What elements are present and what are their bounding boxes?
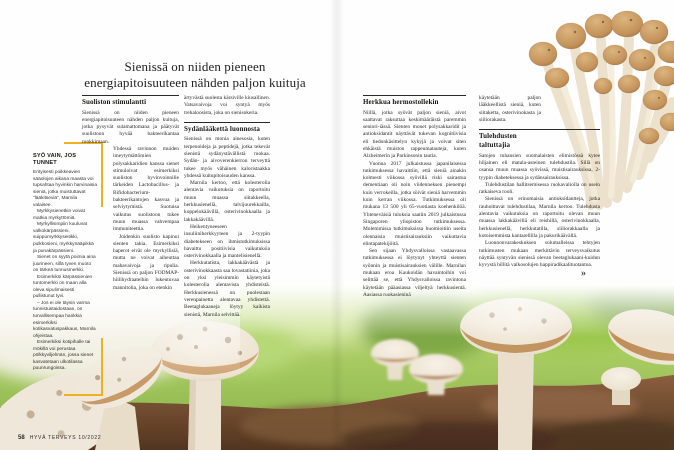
body-paragraph: Sen sijaan Yhdysvalloissa vastaavassa tutkimuksessa ei löytynyt yhteyttä sienten syönnin ja muistisairauksien välille. Marnilan mukaan eroa Kaukoidän havaintoihin voi selittää se, että Yhdysvalloissa ravintona käytetään pääasiassa viljeltyä herkkusientä. Aasiassa ruokasieninä	[363, 248, 466, 298]
section-heading-gut: Suoliston stimulantti	[82, 95, 179, 107]
continuation-arrows-icon: »	[581, 268, 586, 280]
column-nervous-system	[363, 95, 466, 299]
photo-wrap-spacer	[544, 95, 600, 139]
article-title	[58, 59, 332, 92]
body-paragraph: Marnila kertoo, että kolesterolia alentavia vaikutuksia on raportoitu muun muassa siitakkeella, herkkusienellä, talvijuurekkailla, koppelokäävillä, osterivinokkaalla ja lakkakäävillä.	[184, 180, 270, 223]
body-paragraph: Satojen tuhansien suomalaisten elimistössä kytee hiljainen eli matala-asteinen tulehdustila. Sillä on osansa muun muassa syövissä, muistisairauksissa, 2-tyypin diabeteksessa ja sydänsairauksissa.	[479, 152, 600, 181]
sidebar-paragraph: Erityisesti poikkeavien sääolojen aikana maasta voi tupsahtaa hyvinkin harvinaisia sieniä, jotka muistuttavat "lääkitseviä", Marnila valaisee.	[33, 170, 97, 208]
body-paragraph: Heikentyneeseen insuliiniherkkyyteen ja 2-tyypin diabetekseen on ihmistutkimuksissa havaittu positiivisia vaikutuksia osterivinokkaalla ja mantelisienellä.	[184, 223, 270, 260]
sidebar-wrap-spacer	[82, 146, 110, 338]
section-heading-nervous: Herkkua hermostollekin	[363, 95, 466, 107]
column-gut-stimulant	[82, 95, 179, 338]
article-title-line2: energiapitoisuuteen nähden paljon kuituja	[84, 75, 306, 91]
sidebar-paragraph: Myrkkysienetkin voivat matkia myrkyttömiä.	[33, 209, 85, 221]
page-footer	[18, 435, 101, 441]
body-paragraph: Tulehdustilan hallitsemisessa ruokavaliolla on usein ratkaiseva rooli.	[479, 181, 600, 196]
column-inflammation	[479, 95, 600, 279]
body-paragraph: käytetään paljon lääkkeellistä sieniä, kuten siitaketta, osterivinokasta ja siiliorakasta.	[479, 95, 541, 123]
body-paragraph: Vuonna 2017 julkaistussa japanilaisessa tutkimuksessa havaittiin, että sieniä ainakin kolmesti viikossa syövillä riski sairastua dementiaan oli noin viidenneksen pienempi kuin verrokeilla, jotka söivät sieniä harvemmin kuin kerran viikossa. Tutkimuksessa oli mukana 13 500 yli 65-vuotiasta koehenkilöä. Yhteneväisiä tuloksia saatiin 2019 julkaistussa Singaporen yliopiston tutkimuksessa. Molemmissa tutkimuksissa huomioitiin useita olennaisia muistisairauksiin vaikuttavia elintapatekijöitä.	[363, 160, 466, 247]
sidebar-paragraph: – Jos ei ole täysin varma tunnistustaidostaan, on turvallisempaa hankkia esimerkiksi kotikasvatuspakkaus, Marnila ohjeistaa.	[33, 300, 96, 339]
sidebar-paragraph: Esimerkiksi kärpässienien tuntomerkki on maan alla oleva sipulimaisesti pullistunut tyvi.	[33, 274, 93, 300]
sidebar-paragraph: Myrkyllisimpiin kuuluvat valkokärpässieni, suippumyrkkyseitikki, pulkkosieni, myrkkynääpikkä ja punakärpässieni.	[33, 222, 94, 254]
section-heading-inflammation: Tulehdusten taltuttajia	[479, 129, 600, 150]
body-paragraph: Yhdessä ravinnon muiden imeytymättömien polysakkaridien kanssa sienet stimuloivat esimerkiksi suoliston hyvinvoinnille tärkeiden Lactobacillus- ja Bifidobacterium-bakteerikantojen kasvua ja selviytymistä. Suotuisa vaikutus suolistoon tukee muun muassa vahvempaa immuniteettia.	[113, 145, 179, 233]
body-paragraph: Sienissä on erinomaisia antioksidantteja, jotka rauhoittavat tulehdustilaa, Marnila kertoo. Tulehdusta alentavia vaikutuksia on raportoitu olevan muun muassa lakkakäävillä eli reishillä, osterivinokkaalla, herkkusienellä, herkkutatilla, siiliorakkaalla ja kotoisemmista kantarellilla ja pakurikäävällä.	[479, 196, 600, 239]
article-title-line1: Sienissä on niiden pieneen	[124, 58, 266, 74]
body-paragraph: Sienissä on niiden pieneen energiapitoisuuteen nähden paljon kuituja, jotka pysyvät sulamattomana ja päätyvät suolistoon hyvää bakteerikantaa ruokkimaan.	[82, 109, 179, 145]
body-paragraph: Luonnonvarakeskuksen solumalleissa tehtyjen tutkimusten mukaan merkittävin terveysvaikutus näyttää syntyvän sienissä olevan beetaglukaani-kuidun kyvystä hillitä valkosolujen happiradikaalituotantoa.	[479, 240, 600, 269]
body-paragraph: Herkkutatista, lakkakäävästä ja osterivinokkaasta saa lovastatiinia, joka on yksi yleisimmin käytetyistä kolesterolia alentavista yhdisteistä. Herkkusienessä on puolestaan verenpainetta alentavaa yhdistettä. Beetaglukaaneja löytyy kaikista sienistä, Marnila selvittää.	[184, 260, 270, 318]
body-paragraph: ärtyvästä suolesta kärsiville kiusallinen. Vatsavaivoja voi syntyä myös trehaloosista, joka on sienisokeria.	[184, 95, 270, 116]
magazine-name: HYVÄ TERVEYS 10/2022	[29, 435, 102, 441]
column-heart-medicine	[184, 95, 270, 319]
sidebar-heading: SYÖ VAIN, JOS TUNNET	[33, 153, 77, 166]
body-paragraph: Niillä, jotka syövät paljon sieniä, aivot saattavat raksuttaa keskimääräistä paremmin seniori-iässä. Sienten monet polysakkaridit ja antioksidantit näyttävät tukevan kognitiivisia eli tiedonkäsittelyn kykyjä ja voivat siten ehkäistä muiston rappeumatauteja, kuten Alzheimerin ja Parkinsonin tautia.	[363, 109, 466, 160]
sidebar-paragraph: Esimerkiksi kotipihalle tai mökillä voi perustaa pölkkyviljelmän, jossa sienet kasvatetaan ulkotilassa puunrungoissa.	[33, 340, 94, 372]
body-paragraph: Sienissä on monia ainesosia, kuten terpenoideja ja peptidejä, jotka tekevät sienistä sydänystävällistä ruokaa. Sydän- ja aivoverenkierron terveyttä tukee myös vähäinen kaloristaakka yhdessä kuitupitoisuuden kanssa.	[184, 136, 270, 179]
page-number: 58	[18, 435, 25, 441]
sidebar-paragraph: Sienet on syytä poimia aina juurineen, sillä tyven muoto on tärkeä tunnusmerkki.	[33, 255, 96, 274]
section-heading-heart: Sydänlääkettä luonnosta	[184, 122, 270, 134]
body-paragraph: Joidenkin suolisto kapinoi sienten takia. Esimerkiksi haperot eivät ole myrkyllisiä, mutta ne voivat aiheuttaa mahavaivoja ja ripulia. Sienissä on paljon FODMAP-hiilihydraateihin lukeutuvaa mannitolia, joka on etenkin	[113, 233, 179, 291]
